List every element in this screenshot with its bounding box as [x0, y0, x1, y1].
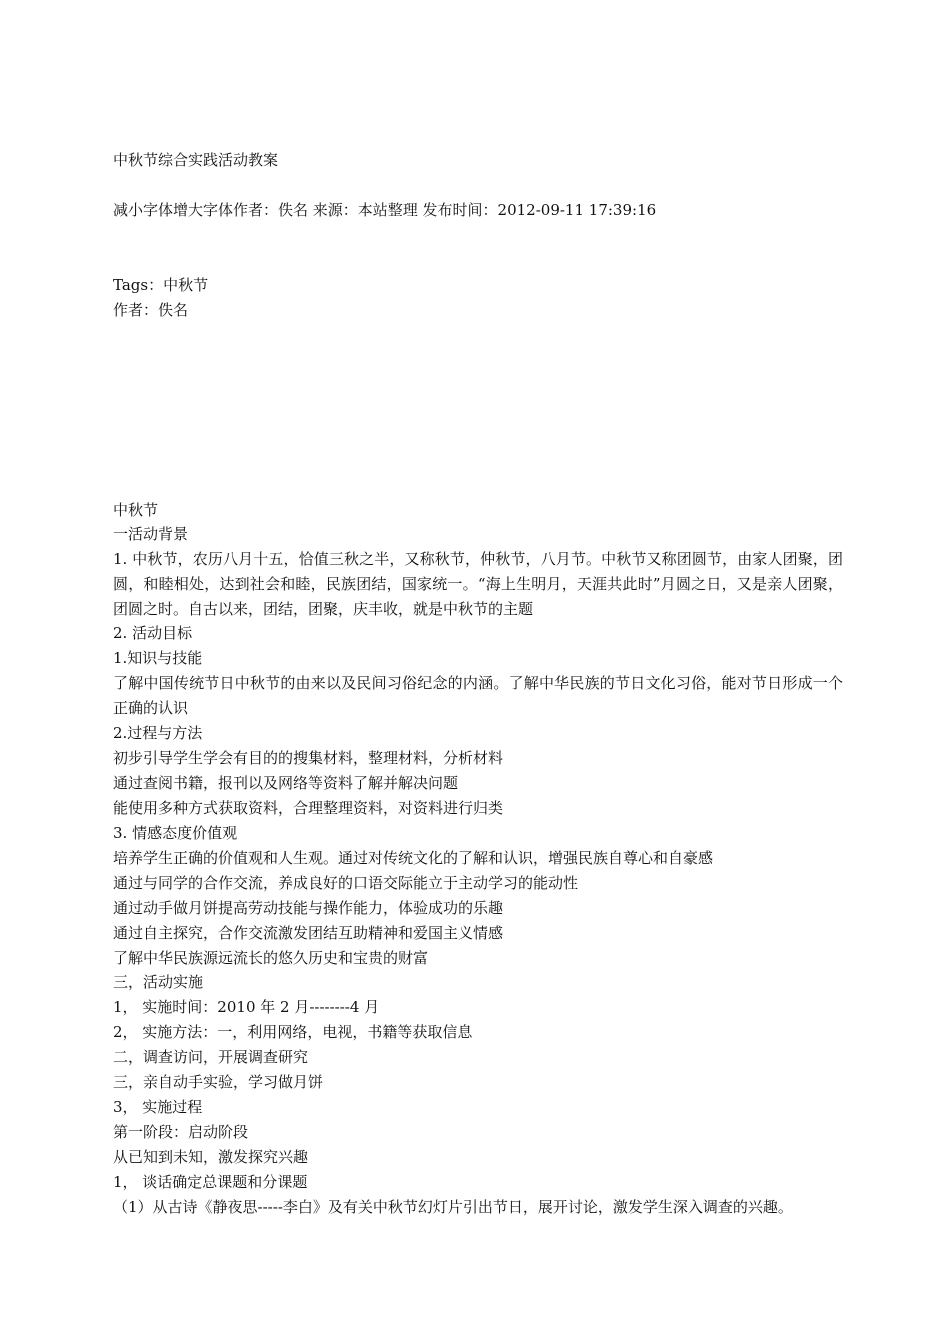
text-line: 能使用多种方式获取资料，合理整理资料，对资料进行归类 [113, 799, 504, 817]
text-line: 通过与同学的合作交流，养成良好的口语交际能立于主动学习的能动性 [113, 874, 579, 892]
text-paragraph: 1. 中秋节，农历八月十五，恰值三秋之半，又称秋节，仲秋节，八月节。中秋节又称团圆节，由家人团聚，团圆，和睦相处，达到社会和睦，民族团结，国家统一。“海上生明月，天涯共此时”月圆之日，又是亲人团聚，团圆之时。自古以来，团结，团聚，庆丰收，就是中秋节的主题 [113, 550, 843, 618]
text-line: 通过自主探究，合作交流激发团结互助精神和爱国主义情感 [113, 924, 504, 942]
text-line: 通过动手做月饼提高劳动技能与操作能力，体验成功的乐趣 [113, 899, 504, 917]
text-line: 2， 实施方法：一，利用网络，电视，书籍等获取信息 [113, 1023, 473, 1041]
text-line: 第一阶段：启动阶段 [113, 1123, 249, 1141]
text-line: 一活动背景 [113, 525, 189, 543]
text-line: 初步引导学生学会有目的的搜集材料，整理材料，分析材料 [113, 749, 504, 767]
text-line: 二，调查访问，开展调查研究 [113, 1048, 309, 1066]
text-line: 1， 实施时间：2010 年 2 月--------4 月 [113, 998, 380, 1016]
text-line: （1）从古诗《静夜思-----李白》及有关中秋节幻灯片引出节日，展开讨论，激发学生深入调查的兴趣。 [113, 1198, 793, 1216]
text-line: 2.过程与方法 [113, 724, 203, 742]
text-line: 1.知识与技能 [113, 649, 203, 667]
tags-line: Tags：中秋节 [113, 276, 209, 294]
text-line: 2. 活动目标 [113, 624, 193, 642]
text-line: 培养学生正确的价值观和人生观。通过对传统文化的了解和认识，增强民族自尊心和自豪感 [113, 849, 714, 867]
section-heading: 中秋节 [113, 501, 159, 519]
text-line: 三，亲自动手实验，学习做月饼 [113, 1073, 324, 1091]
text-line: 三，活动实施 [113, 973, 204, 991]
text-line: 3， 实施过程 [113, 1098, 203, 1116]
text-line: 1， 谈话确定总课题和分课题 [113, 1173, 308, 1191]
meta-line: 减小字体增大字体作者：佚名 来源：本站整理 发布时间：2012-09-11 17:39:16 [113, 201, 657, 219]
text-line: 从已知到未知，激发探究兴趣 [113, 1148, 309, 1166]
text-paragraph: 了解中国传统节日中秋节的由来以及民间习俗纪念的内涵。了解中华民族的节日文化习俗，能对节日形成一个正确的认识 [113, 674, 843, 717]
document-title: 中秋节综合实践活动教案 [113, 151, 279, 169]
text-line: 通过查阅书籍，报刊以及网络等资料了解并解决问题 [113, 774, 459, 792]
text-line: 了解中华民族源远流长的悠久历史和宝贵的财富 [113, 949, 429, 967]
author-line: 作者：佚名 [113, 301, 189, 319]
text-line: 3. 情感态度价值观 [113, 824, 238, 842]
